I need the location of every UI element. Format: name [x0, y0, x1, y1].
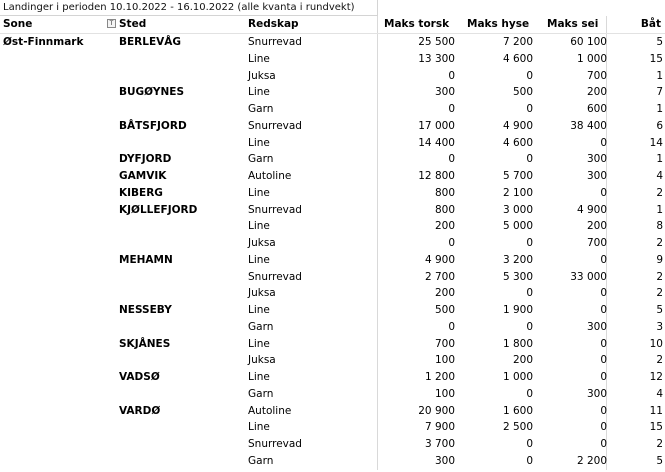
cell-sone[interactable] — [3, 285, 115, 302]
cell-maks-sei[interactable]: 38 400 — [570, 119, 607, 132]
header-maks-hyse[interactable]: Maks hyse — [467, 18, 530, 30]
cell-redskap[interactable]: Line — [248, 371, 270, 383]
cell-redskap[interactable]: Line — [248, 136, 270, 149]
cell-maks-sei[interactable]: 0 — [600, 186, 607, 199]
cell-sted[interactable] — [119, 135, 245, 152]
header-row — [0, 16, 665, 34]
table-row — [0, 319, 665, 336]
cell-sted[interactable]: SKJÅNES — [119, 337, 171, 350]
cell-redskap[interactable]: Garn — [248, 320, 274, 333]
cell-redskap[interactable]: Line — [248, 220, 270, 233]
cell-baat[interactable]: 2 — [656, 237, 663, 249]
cell-maks-sei[interactable]: 300 — [586, 170, 607, 182]
cell-maks-torsk[interactable]: 1 200 — [424, 371, 455, 383]
cell-maks-hyse[interactable]: 1 000 — [502, 371, 533, 383]
table-row — [0, 118, 665, 135]
cell-maks-hyse[interactable]: 0 — [526, 153, 533, 166]
cell-maks-torsk[interactable]: 12 800 — [418, 170, 455, 182]
header-maks-torsk[interactable]: Maks torsk — [384, 18, 450, 30]
cell-maks-hyse[interactable]: 500 — [512, 86, 533, 99]
cell-maks-torsk[interactable]: 3 700 — [424, 438, 455, 450]
cell-maks-sei[interactable]: 0 — [600, 404, 607, 417]
cell-baat[interactable]: 15 — [649, 421, 663, 434]
cell-maks-sei[interactable]: 700 — [586, 237, 607, 249]
cell-redskap[interactable]: Autoline — [248, 404, 292, 417]
cell-maks-torsk[interactable]: 0 — [448, 237, 455, 249]
cell-sone[interactable] — [3, 302, 115, 319]
cell-sone[interactable] — [3, 252, 115, 269]
cell-maks-hyse[interactable]: 4 900 — [502, 119, 533, 132]
cell-maks-sei[interactable]: 200 — [586, 220, 607, 233]
table-row — [0, 453, 665, 470]
cell-sted[interactable] — [119, 419, 245, 436]
table-row — [0, 419, 665, 436]
cell-sone[interactable] — [3, 352, 115, 369]
cell-baat[interactable]: 5 — [656, 36, 663, 48]
table-row — [0, 84, 665, 101]
cell-maks-sei[interactable]: 0 — [600, 136, 607, 149]
table-row — [0, 302, 665, 319]
cell-maks-hyse[interactable]: 0 — [526, 320, 533, 333]
cell-maks-torsk[interactable]: 800 — [434, 186, 455, 199]
cell-maks-torsk[interactable]: 0 — [448, 69, 455, 82]
cell-sted[interactable]: NESSEBY — [119, 304, 172, 316]
table-row — [0, 168, 665, 185]
cell-baat[interactable]: 9 — [656, 253, 663, 266]
cell-maks-torsk[interactable]: 200 — [434, 220, 455, 233]
cell-maks-torsk[interactable]: 13 300 — [418, 52, 455, 65]
cell-redskap[interactable]: Snurrevad — [248, 270, 302, 283]
cell-baat[interactable]: 8 — [656, 220, 663, 233]
cell-sted[interactable]: BERLEVÅG — [119, 36, 181, 48]
table-row — [0, 285, 665, 302]
cell-sone[interactable] — [3, 403, 115, 420]
cell-sone[interactable] — [3, 51, 115, 68]
cell-maks-sei[interactable]: 300 — [586, 153, 607, 166]
cell-maks-hyse[interactable]: 5 700 — [502, 170, 533, 182]
cell-maks-sei[interactable]: 0 — [600, 354, 607, 367]
cell-baat[interactable]: 12 — [649, 371, 663, 383]
cell-redskap[interactable]: Snurrevad — [248, 438, 302, 450]
cell-maks-hyse[interactable]: 1 800 — [502, 337, 533, 350]
cell-maks-torsk[interactable]: 100 — [434, 354, 455, 367]
landings-table — [0, 16, 665, 470]
cell-sted[interactable]: GAMVIK — [119, 170, 167, 182]
cell-maks-torsk[interactable]: 0 — [448, 320, 455, 333]
cell-sted[interactable] — [119, 218, 245, 235]
cell-baat[interactable]: 4 — [656, 387, 663, 400]
header-baat[interactable]: Båt — [640, 18, 661, 30]
header-sted[interactable]: Sted — [119, 18, 147, 30]
cell-sone[interactable] — [3, 135, 115, 152]
cell-maks-sei[interactable]: 200 — [586, 86, 607, 99]
cell-sted[interactable]: VARDØ — [119, 404, 161, 417]
header-sone[interactable]: Sone — [3, 18, 33, 30]
cell-maks-torsk[interactable]: 300 — [434, 86, 455, 99]
table-row — [0, 403, 665, 420]
cell-maks-sei[interactable]: 0 — [600, 371, 607, 383]
cell-redskap[interactable]: Snurrevad — [248, 36, 302, 48]
cell-redskap[interactable]: Line — [248, 421, 270, 434]
cell-redskap[interactable]: Line — [248, 253, 270, 266]
cell-baat[interactable]: 10 — [649, 337, 663, 350]
cell-baat[interactable]: 2 — [656, 270, 663, 283]
cell-maks-sei[interactable]: 0 — [600, 421, 607, 434]
cell-maks-sei[interactable]: 60 100 — [570, 36, 607, 48]
cell-sone[interactable] — [3, 235, 115, 252]
cell-baat[interactable]: 2 — [656, 438, 663, 450]
cell-sted[interactable] — [119, 352, 245, 369]
cell-maks-torsk[interactable]: 20 900 — [418, 404, 455, 417]
header-maks-sei[interactable]: Maks sei — [547, 18, 599, 30]
cell-redskap[interactable]: Line — [248, 186, 270, 199]
table-body — [0, 34, 665, 470]
table-row — [0, 202, 665, 219]
cell-sone[interactable] — [3, 319, 115, 336]
cell-redskap[interactable]: Juksa — [248, 287, 276, 300]
report-caption: Landinger i perioden 10.10.2022 - 16.10.2022 (alle kvanta i rundvekt) — [0, 0, 378, 16]
table-row — [0, 135, 665, 152]
cell-sone[interactable] — [3, 68, 115, 85]
table-row — [0, 151, 665, 168]
cell-sted[interactable] — [119, 235, 245, 252]
cell-maks-hyse[interactable]: 200 — [512, 354, 533, 367]
cell-maks-hyse[interactable]: 0 — [526, 237, 533, 249]
cell-maks-hyse[interactable]: 5 000 — [502, 220, 533, 233]
cell-redskap[interactable]: Garn — [248, 387, 274, 400]
cell-baat[interactable]: 3 — [656, 320, 663, 333]
cell-sone[interactable] — [3, 202, 115, 219]
cell-baat[interactable]: 5 — [656, 304, 663, 316]
cell-maks-hyse[interactable]: 2 100 — [502, 186, 533, 199]
cell-sone[interactable] — [3, 369, 115, 386]
cell-maks-hyse[interactable]: 0 — [526, 69, 533, 82]
cell-maks-torsk[interactable]: 200 — [434, 287, 455, 300]
cell-redskap[interactable]: Juksa — [248, 237, 276, 249]
cell-sted[interactable]: KJØLLEFJORD — [119, 203, 198, 216]
table-row — [0, 101, 665, 118]
cell-maks-sei[interactable]: 1 000 — [576, 52, 607, 65]
cell-maks-hyse[interactable]: 2 500 — [502, 421, 533, 434]
cell-sone[interactable] — [3, 419, 115, 436]
cell-maks-sei[interactable]: 600 — [586, 103, 607, 115]
filter-icon[interactable]: T — [107, 19, 116, 28]
cell-sone[interactable] — [3, 168, 115, 185]
table-row — [0, 436, 665, 453]
cell-sone[interactable] — [3, 336, 115, 353]
cell-baat[interactable]: 14 — [649, 136, 663, 149]
cell-sted[interactable] — [119, 453, 245, 470]
cell-redskap[interactable]: Line — [248, 86, 270, 99]
cell-baat[interactable]: 1 — [656, 103, 663, 115]
cell-sone[interactable] — [3, 151, 115, 168]
cell-maks-torsk[interactable]: 7 900 — [424, 421, 455, 434]
cell-sone[interactable] — [3, 453, 115, 470]
cell-sone[interactable] — [3, 269, 115, 286]
cell-sone[interactable] — [3, 185, 115, 202]
cell-redskap[interactable]: Juksa — [248, 69, 276, 82]
cell-redskap[interactable]: Garn — [248, 103, 274, 115]
cell-sone[interactable]: Øst-Finnmark — [3, 36, 84, 48]
cell-sone[interactable] — [3, 386, 115, 403]
cell-maks-hyse[interactable]: 0 — [526, 438, 533, 450]
cell-sone[interactable] — [3, 436, 115, 453]
cell-maks-sei[interactable]: 0 — [600, 304, 607, 316]
cell-maks-torsk[interactable]: 800 — [434, 203, 455, 216]
cell-maks-hyse[interactable]: 3 000 — [502, 203, 533, 216]
table-row — [0, 386, 665, 403]
cell-maks-sei[interactable]: 0 — [600, 253, 607, 266]
table-row — [0, 218, 665, 235]
cell-baat[interactable]: 5 — [656, 454, 663, 467]
cell-sted[interactable] — [119, 101, 245, 118]
cell-sted[interactable] — [119, 68, 245, 85]
header-redskap[interactable]: Redskap — [248, 18, 299, 30]
cell-maks-hyse[interactable]: 3 200 — [502, 253, 533, 266]
cell-maks-hyse[interactable]: 1 900 — [502, 304, 533, 316]
cell-maks-torsk[interactable]: 100 — [434, 387, 455, 400]
cell-baat[interactable]: 1 — [656, 203, 663, 216]
cell-maks-hyse[interactable]: 0 — [526, 103, 533, 115]
cell-maks-hyse[interactable]: 0 — [526, 387, 533, 400]
cell-maks-hyse[interactable]: 0 — [526, 287, 533, 300]
cell-redskap[interactable]: Line — [248, 337, 270, 350]
cell-sted[interactable] — [119, 51, 245, 68]
cell-maks-hyse[interactable]: 0 — [526, 454, 533, 467]
cell-baat[interactable]: 11 — [649, 404, 663, 417]
table-row — [0, 336, 665, 353]
cell-redskap[interactable]: Snurrevad — [248, 203, 302, 216]
cell-maks-torsk[interactable]: 17 000 — [418, 119, 455, 132]
cell-baat[interactable]: 6 — [656, 119, 663, 132]
cell-baat[interactable]: 2 — [656, 186, 663, 199]
table-row — [0, 352, 665, 369]
cell-sted[interactable] — [119, 285, 245, 302]
table-row — [0, 51, 665, 68]
cell-sted[interactable]: KIBERG — [119, 186, 163, 199]
cell-maks-torsk[interactable]: 14 400 — [418, 136, 455, 149]
cell-sted[interactable]: VADSØ — [119, 371, 160, 383]
table-row — [0, 369, 665, 386]
cell-sted[interactable]: MEHAMN — [119, 253, 173, 266]
cell-maks-hyse[interactable]: 4 600 — [502, 136, 533, 149]
cell-sone[interactable] — [3, 118, 115, 135]
cell-redskap[interactable]: Juksa — [248, 354, 276, 367]
cell-baat[interactable]: 1 — [656, 153, 663, 166]
table-row — [0, 34, 665, 51]
table-row — [0, 185, 665, 202]
table-row — [0, 269, 665, 286]
cell-maks-torsk[interactable]: 300 — [434, 454, 455, 467]
cell-sted[interactable]: BUGØYNES — [119, 86, 185, 99]
cell-maks-torsk[interactable]: 4 900 — [424, 253, 455, 266]
cell-maks-sei[interactable]: 700 — [586, 69, 607, 82]
cell-redskap[interactable]: Line — [248, 52, 270, 65]
cell-redskap[interactable]: Autoline — [248, 170, 292, 182]
cell-maks-sei[interactable]: 300 — [586, 387, 607, 400]
cell-maks-sei[interactable]: 0 — [600, 337, 607, 350]
cell-maks-sei[interactable]: 33 000 — [570, 270, 607, 283]
cell-maks-sei[interactable]: 0 — [600, 438, 607, 450]
cell-maks-torsk[interactable]: 500 — [434, 304, 455, 316]
cell-baat[interactable]: 1 — [656, 69, 663, 82]
cell-baat[interactable]: 2 — [656, 287, 663, 300]
cell-maks-hyse[interactable]: 7 200 — [502, 36, 533, 48]
cell-maks-hyse[interactable]: 4 600 — [502, 52, 533, 65]
cell-redskap[interactable]: Line — [248, 304, 270, 316]
cell-sted[interactable] — [119, 386, 245, 403]
cell-maks-torsk[interactable]: 0 — [448, 103, 455, 115]
cell-baat[interactable]: 2 — [656, 354, 663, 367]
cell-sted[interactable]: DYFJORD — [119, 153, 172, 166]
cell-sone[interactable] — [3, 84, 115, 101]
cell-sone[interactable] — [3, 101, 115, 118]
cell-sted[interactable] — [119, 319, 245, 336]
table-row — [0, 235, 665, 252]
cell-maks-hyse[interactable]: 5 300 — [502, 270, 533, 283]
table-row — [0, 252, 665, 269]
cell-maks-torsk[interactable]: 25 500 — [418, 36, 455, 48]
cell-baat[interactable]: 7 — [656, 86, 663, 99]
cell-redskap[interactable]: Garn — [248, 153, 274, 166]
cell-redskap[interactable]: Snurrevad — [248, 119, 302, 132]
cell-maks-sei[interactable]: 4 900 — [576, 203, 607, 216]
cell-maks-sei[interactable]: 0 — [600, 287, 607, 300]
cell-redskap[interactable]: Garn — [248, 454, 274, 467]
cell-baat[interactable]: 4 — [656, 170, 663, 182]
cell-maks-hyse[interactable]: 1 600 — [502, 404, 533, 417]
cell-baat[interactable]: 15 — [649, 52, 663, 65]
cell-maks-torsk[interactable]: 0 — [448, 153, 455, 166]
cell-maks-torsk[interactable]: 700 — [434, 337, 455, 350]
cell-maks-torsk[interactable]: 2 700 — [424, 270, 455, 283]
cell-sone[interactable] — [3, 218, 115, 235]
table-row — [0, 68, 665, 85]
cell-maks-sei[interactable]: 300 — [586, 320, 607, 333]
cell-maks-sei[interactable]: 2 200 — [576, 454, 607, 467]
cell-sted[interactable] — [119, 269, 245, 286]
cell-sted[interactable] — [119, 436, 245, 453]
cell-sted[interactable]: BÅTSFJORD — [119, 119, 187, 132]
